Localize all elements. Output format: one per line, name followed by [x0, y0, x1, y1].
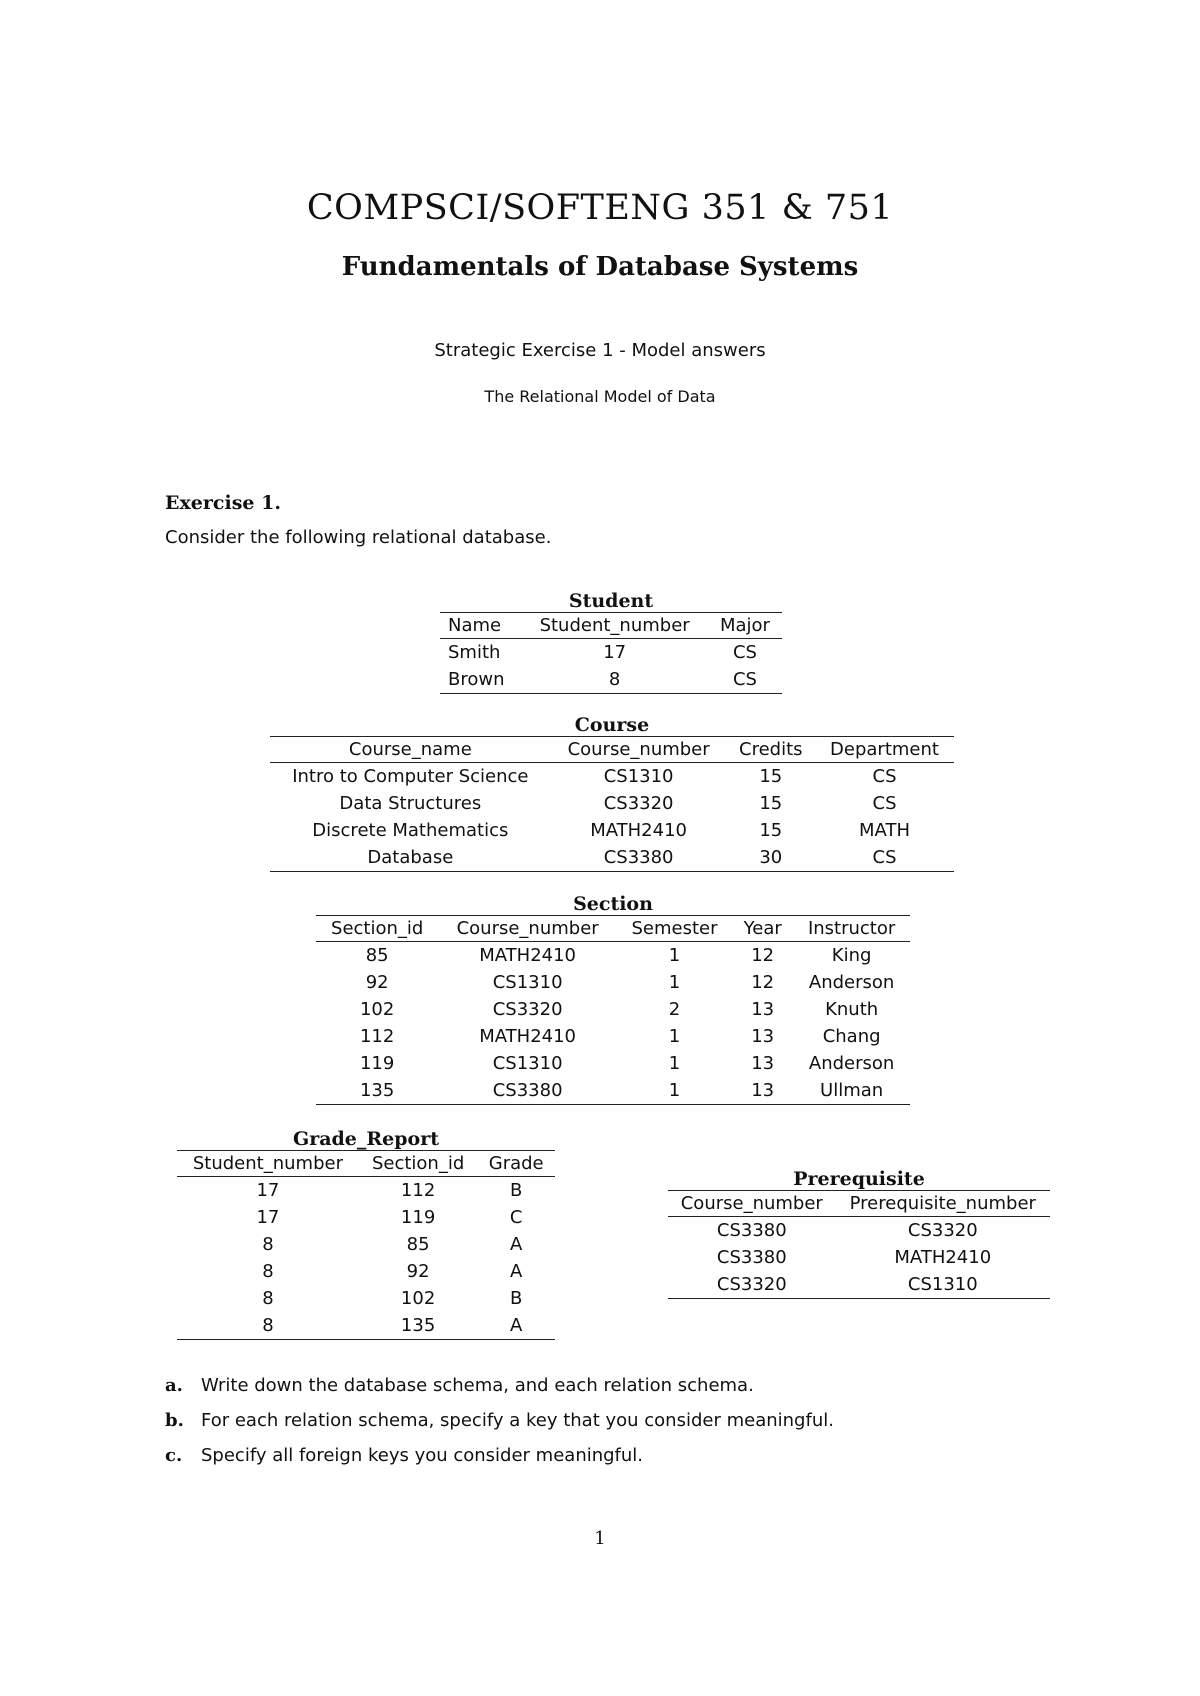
table-cell: 17: [603, 642, 627, 663]
column-header: Course_number: [438, 916, 617, 942]
table-cell: 8: [262, 1234, 274, 1255]
student-table: [440, 586, 782, 694]
question-list: [165, 1375, 834, 1480]
table-cell: Anderson: [808, 972, 895, 993]
table-cell: B: [510, 1180, 523, 1201]
table-row: [316, 1023, 910, 1050]
table-cell: CS3380: [716, 1247, 787, 1268]
question-letter: a.: [165, 1375, 183, 1396]
table-title: Course: [574, 714, 650, 736]
table-header-row: [316, 916, 910, 942]
table-cell: CS: [872, 766, 897, 787]
table-cell: 1: [668, 972, 681, 993]
table-row: [177, 1312, 555, 1340]
table-cell: 1: [668, 1026, 681, 1047]
table-title: Student: [568, 590, 654, 612]
question-b: [165, 1410, 834, 1431]
table-cell: MATH: [859, 820, 910, 841]
table-row: [270, 763, 954, 791]
question-a: [165, 1375, 834, 1396]
table-cell: 1: [668, 945, 681, 966]
table-header-row: [270, 737, 954, 763]
column-header: Semester: [617, 916, 732, 942]
table-cell: Anderson: [808, 1053, 895, 1074]
table-row: [668, 1271, 1050, 1299]
table-cell: MATH2410: [894, 1247, 992, 1268]
table-row: [316, 969, 910, 996]
table-cell: 119: [400, 1207, 436, 1228]
table-cell: 85: [406, 1234, 430, 1255]
table-cell: 119: [359, 1053, 395, 1074]
table-cell: Knuth: [825, 999, 879, 1020]
table-header-row: [440, 613, 782, 639]
table-cell: CS: [872, 847, 897, 868]
column-header: Course_number: [551, 737, 727, 763]
question-c: [165, 1445, 834, 1466]
table-cell: Chang: [822, 1026, 881, 1047]
table-cell: 8: [262, 1261, 274, 1282]
table-cell: CS1310: [907, 1274, 978, 1295]
table-row: [177, 1231, 555, 1258]
table-row: [440, 666, 782, 694]
section-table: [316, 889, 910, 1105]
table-header-row: [177, 1151, 555, 1177]
table-cell: A: [510, 1234, 523, 1255]
table-cell: 2: [668, 999, 681, 1020]
table-cell: 102: [359, 999, 395, 1020]
table-cell: Intro to Computer Science: [292, 766, 529, 787]
table-cell: 112: [359, 1026, 395, 1047]
table-cell: Ullman: [820, 1080, 884, 1101]
table-row: [316, 1050, 910, 1077]
table-cell: Data Structures: [339, 793, 482, 814]
table-cell: 135: [400, 1315, 436, 1336]
question-text: Specify all foreign keys you consider meaningful.: [201, 1445, 644, 1466]
table-cell: CS3320: [492, 999, 563, 1020]
topic-title: The Relational Model of Data: [484, 387, 716, 406]
table-row: [270, 790, 954, 817]
table-cell: 135: [359, 1080, 395, 1101]
table-header-row: [668, 1191, 1050, 1217]
table-cell: 8: [262, 1315, 274, 1336]
table-cell: 13: [751, 1080, 775, 1101]
table-cell: A: [510, 1261, 523, 1282]
table-title: Prerequisite: [793, 1168, 925, 1190]
table-cell: CS3380: [716, 1220, 787, 1241]
table-row: [177, 1204, 555, 1231]
table-cell: 13: [751, 1026, 775, 1047]
table-row: [668, 1244, 1050, 1271]
table-cell: B: [510, 1288, 523, 1309]
table-row: [177, 1285, 555, 1312]
question-text: For each relation schema, specify a key that you consider meaningful.: [201, 1410, 834, 1431]
table-row: [270, 844, 954, 872]
table-row: [177, 1177, 555, 1205]
table-cell: CS3380: [492, 1080, 563, 1101]
table-cell: 13: [751, 999, 775, 1020]
table-cell: MATH2410: [479, 1026, 577, 1047]
exercise-subtitle: Strategic Exercise 1 - Model answers: [434, 340, 766, 361]
table-cell: 12: [751, 945, 775, 966]
table-row: [270, 817, 954, 844]
table-cell: 8: [608, 669, 621, 690]
column-header: Year: [732, 916, 793, 942]
column-header: Credits: [727, 737, 815, 763]
column-header: Student_number: [177, 1151, 359, 1177]
table-cell: MATH2410: [479, 945, 577, 966]
question-letter: b.: [165, 1410, 184, 1431]
table-cell: King: [831, 945, 872, 966]
table-cell: MATH2410: [590, 820, 687, 841]
column-header: Major: [708, 613, 782, 639]
prerequisite-table: [668, 1164, 1050, 1299]
table-cell: 15: [759, 793, 783, 814]
course-title: Fundamentals of Database Systems: [341, 252, 859, 282]
column-header: Instructor: [793, 916, 910, 942]
table-cell: 17: [256, 1180, 280, 1201]
table-cell: 8: [262, 1288, 274, 1309]
column-header: Department: [815, 737, 954, 763]
column-header: Section_id: [316, 916, 438, 942]
table-row: [316, 942, 910, 970]
question-letter: c.: [165, 1445, 183, 1466]
table-cell: 13: [751, 1053, 775, 1074]
table-cell: 15: [759, 820, 783, 841]
table-cell: C: [509, 1207, 523, 1228]
column-header: Course_name: [270, 737, 551, 763]
course-code: COMPSCI/SOFTENG 351 & 751: [306, 188, 894, 228]
table-cell: 17: [256, 1207, 280, 1228]
table-cell: A: [510, 1315, 523, 1336]
table-cell: Brown: [448, 669, 505, 690]
column-header: Grade: [477, 1151, 555, 1177]
table-row: [177, 1258, 555, 1285]
table-cell: Discrete Mathematics: [312, 820, 509, 841]
grade-report-table: [177, 1124, 555, 1340]
table-cell: CS: [732, 669, 757, 690]
table-cell: 1: [668, 1053, 681, 1074]
table-row: [668, 1217, 1050, 1245]
column-header: Section_id: [359, 1151, 478, 1177]
table-cell: CS1310: [492, 1053, 563, 1074]
table-cell: 1: [668, 1080, 681, 1101]
table-cell: CS3320: [603, 793, 674, 814]
table-cell: CS3320: [716, 1274, 787, 1295]
table-cell: 15: [759, 766, 783, 787]
table-title: Grade_Report: [292, 1128, 440, 1150]
table-title: Section: [573, 893, 653, 915]
table-cell: 85: [365, 945, 389, 966]
table-cell: CS1310: [492, 972, 563, 993]
table-cell: 92: [406, 1261, 430, 1282]
question-text: Write down the database schema, and each relation schema.: [201, 1375, 754, 1396]
column-header: Prerequisite_number: [836, 1191, 1050, 1217]
exercise-intro: Consider the following relational database.: [165, 527, 552, 548]
table-cell: 112: [400, 1180, 436, 1201]
table-cell: CS: [732, 642, 757, 663]
table-cell: 30: [759, 847, 783, 868]
table-cell: 102: [400, 1288, 436, 1309]
page-number: 1: [594, 1528, 606, 1549]
table-row: [316, 1077, 910, 1105]
table-cell: CS3320: [907, 1220, 978, 1241]
column-header: Course_number: [668, 1191, 836, 1217]
table-row: [316, 996, 910, 1023]
course-table: [270, 710, 954, 872]
table-cell: 12: [751, 972, 775, 993]
table-cell: Database: [367, 847, 454, 868]
table-row: [440, 639, 782, 667]
table-cell: CS: [872, 793, 897, 814]
table-cell: 92: [365, 972, 389, 993]
table-cell: CS1310: [603, 766, 674, 787]
column-header: Student_number: [521, 613, 708, 639]
column-header: Name: [440, 613, 521, 639]
table-cell: Smith: [448, 642, 501, 663]
table-cell: CS3380: [603, 847, 674, 868]
exercise-heading: Exercise 1.: [165, 492, 281, 514]
